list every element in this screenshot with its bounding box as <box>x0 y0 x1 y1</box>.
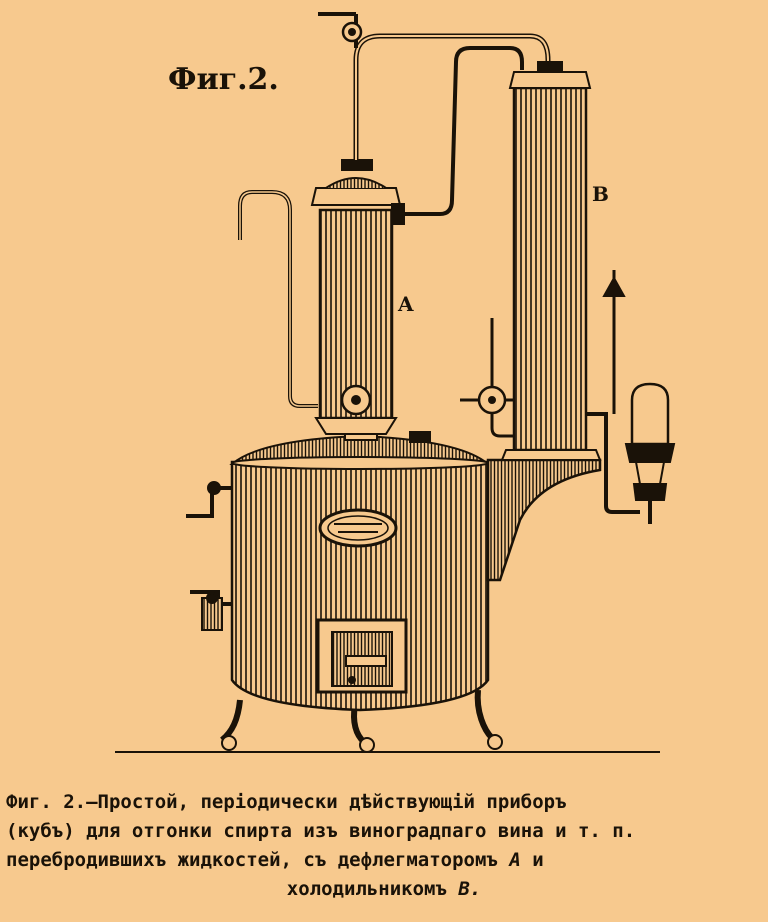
figure-label: Фиг.2. <box>168 62 279 97</box>
leg-foot-center <box>360 738 374 752</box>
label-condenser-b: B <box>592 182 609 206</box>
condenser-b <box>514 88 586 450</box>
boiler-leg-left <box>222 700 240 740</box>
dephlegmator-base <box>316 418 396 434</box>
label-dephlegmator-a: A <box>398 292 414 316</box>
figure-caption <box>6 788 762 904</box>
boiler-rim <box>232 457 488 469</box>
caption-ref-b: B. <box>458 878 482 900</box>
receiver-glass <box>632 384 668 444</box>
swan-neck-pipe <box>240 192 318 406</box>
caption-line-3 <box>6 846 762 875</box>
caption-ref-a: A <box>509 849 521 871</box>
caption-line-4-text: холодильникомъ <box>286 878 447 900</box>
column-bracket <box>488 460 600 580</box>
condenser-top <box>510 72 590 88</box>
leg-foot-left <box>222 736 236 750</box>
caption-line-2: (кубъ) для отгонки спирта изъ виноградпаго вина и т. п. <box>6 820 636 842</box>
caption-line-3-text: перебродившихъ жидкостей, съ дефлегматоромъ <box>6 849 498 871</box>
dephlegmator-top <box>312 188 400 205</box>
boiler-leg-right <box>478 690 492 738</box>
condenser-base <box>502 450 600 460</box>
caption-line-4 <box>6 875 762 904</box>
return-pipe <box>404 48 522 214</box>
dome-fitting <box>410 432 430 442</box>
leg-foot-right <box>488 735 502 749</box>
caption-line-3-end: и <box>532 849 544 871</box>
caption-line-1: Фиг. 2.—Простой, перiодически дѣйствующiй приборъ <box>6 791 567 813</box>
